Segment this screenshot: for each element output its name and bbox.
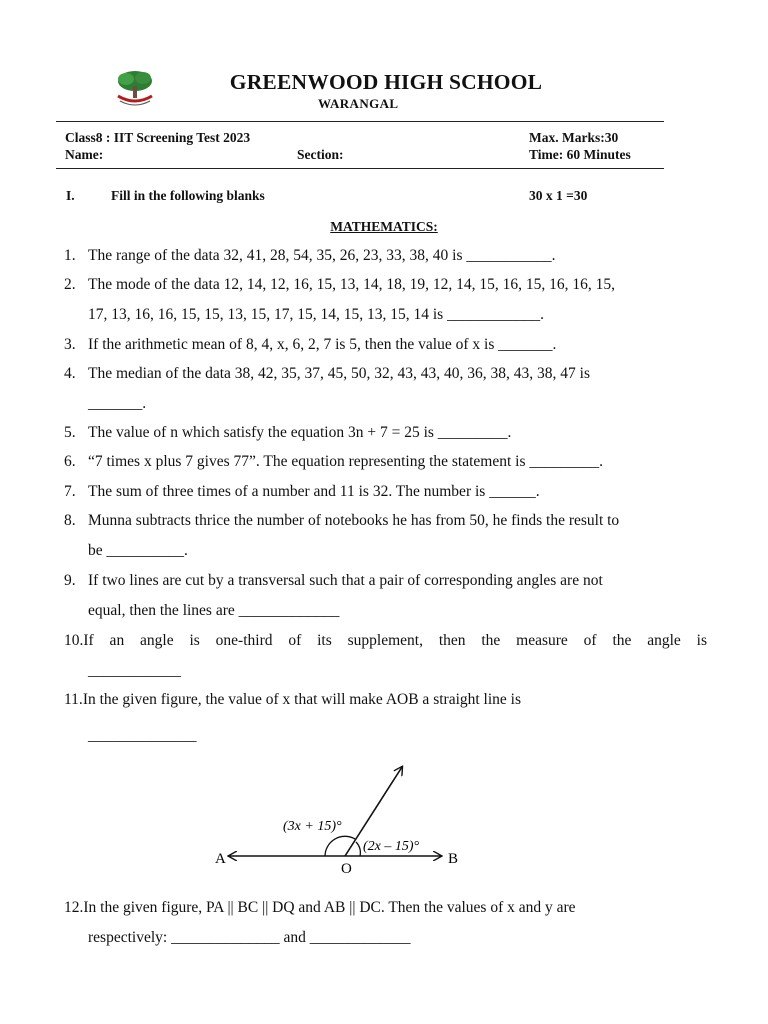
question-text: The range of the data 32, 41, 28, 54, 35, 26, 23, 33, 38, 40 is ___________. [88,247,556,264]
part-marks: 30 x 1 =30 [529,188,588,203]
question-text-cont: equal, then the lines are _____________ [88,602,340,619]
question-number: 5. [64,424,76,441]
label-o: O [341,861,352,877]
question-text-cont: ____________ [88,662,181,679]
question-text: If an angle is one-third of its supplement, then the measure of the angle is [83,632,707,649]
question-1 [64,241,707,271]
question-text: “7 times x plus 7 gives 77”. The equation representing the statement is _________. [88,453,603,470]
question-number: 12. [64,899,84,916]
question-number: 4. [64,365,76,382]
question-3 [64,330,707,360]
question-text: In the given figure, PA || BC || DQ and AB || DC. Then the values of x and y are [83,899,576,916]
question-number: 3. [64,336,76,353]
part-number: I. [66,188,75,203]
angle-figure [205,760,475,880]
question-text-cont: be __________. [88,542,188,559]
question-11 [64,685,707,751]
question-text-cont: ______________ [88,727,197,744]
question-number: 2. [64,276,76,293]
question-text: The median of the data 38, 42, 35, 37, 45, 50, 32, 43, 43, 40, 36, 38, 43, 38, 47 is [88,365,590,382]
section-label: Section: [297,147,344,162]
question-number: 9. [64,572,76,589]
label-b: B [448,851,459,867]
question-number: 6. [64,453,76,470]
question-text: The value of n which satisfy the equation 3n + 7 = 25 is _________. [88,424,512,441]
time-limit: Time: 60 Minutes [529,147,631,162]
header-bottom-rule [56,168,664,169]
question-6 [64,447,707,477]
question-text-cont: respectively: ______________ and _____________ [88,929,411,946]
school-city: WARANGAL [318,96,399,111]
angle-right-label: (2x – 15)° [363,839,420,854]
question-number: 1. [64,247,76,264]
question-text: The sum of three times of a number and 11 is 32. The number is ______. [88,483,540,500]
school-name: GREENWOOD HIGH SCHOOL [229,70,543,94]
question-7 [64,477,707,507]
header-top-rule [56,121,664,122]
question-10-cont [64,656,707,686]
label-a: A [215,851,226,867]
question-number: 11. [64,691,83,708]
question-number: 8. [64,512,76,529]
question-text: If the arithmetic mean of 8, 4, x, 6, 2, 7 is 5, then the value of x is _______. [88,336,557,353]
question-5 [64,418,707,448]
question-8 [64,506,707,566]
section-title: MATHEMATICS: [330,219,438,234]
question-10 [64,626,707,656]
part-title: Fill in the following blanks [111,188,265,203]
question-number: 7. [64,483,76,500]
angle-arc-right [356,842,360,856]
question-text-cont: _______. [88,395,147,412]
name-label: Name: [65,147,104,162]
question-number: 10. [64,632,84,649]
max-marks: Max. Marks:30 [529,130,619,145]
angle-left-label: (3x + 15)° [283,819,342,834]
question-12 [64,893,707,953]
question-4 [64,359,707,419]
exam-title: Class8 : IIT Screening Test 2023 [65,130,251,145]
question-text: In the given figure, the value of x that will make AOB a straight line is [82,691,522,708]
question-text-cont: 17, 13, 16, 16, 15, 15, 13, 15, 17, 15, 14, 15, 13, 15, 14 is ____________. [88,306,544,323]
question-text: Munna subtracts thrice the number of notebooks he has from 50, he finds the result to [88,512,620,529]
question-2 [64,270,707,330]
question-text: If two lines are cut by a transversal such that a pair of corresponding angles are not [88,572,603,589]
question-text: The mode of the data 12, 14, 12, 16, 15, 13, 14, 18, 19, 12, 14, 15, 16, 15, 16, 16, 15, [88,276,615,293]
question-9 [64,566,707,626]
